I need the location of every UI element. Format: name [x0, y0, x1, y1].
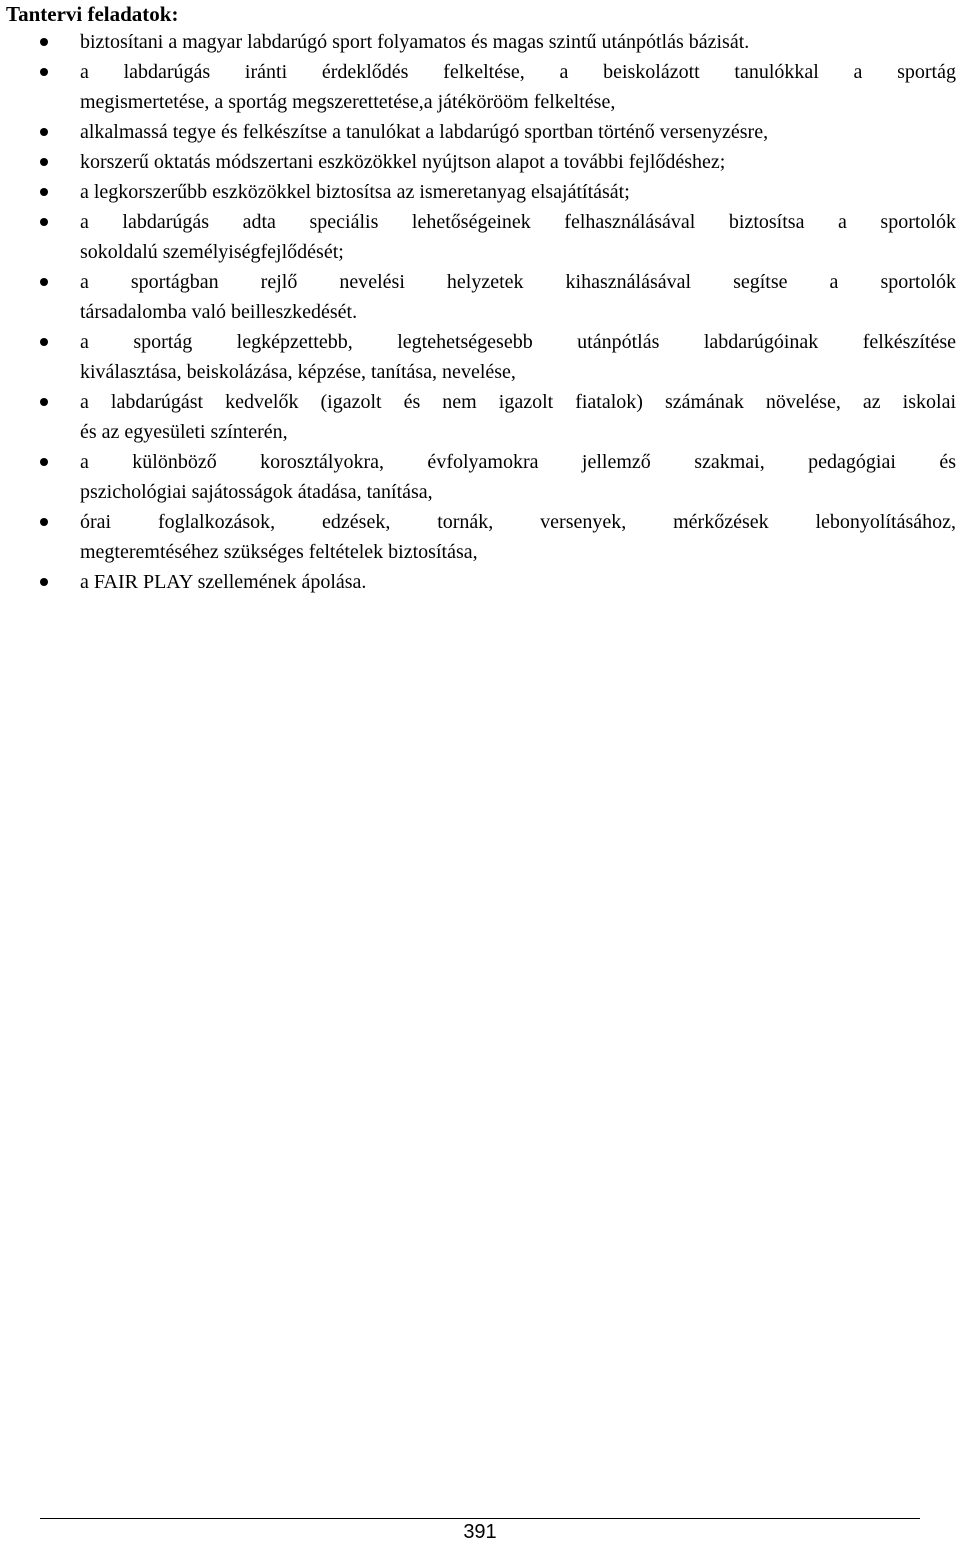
list-item-continuation: pszichológiai sajátosságok átadása, tanítása,	[80, 481, 433, 503]
list-item-text: a labdarúgás adta speciális lehetőségeinek felhasználásával biztosítsa a sportolók	[80, 211, 956, 233]
list-item-text: a labdarúgás iránti érdeklődés felkeltése, a beiskolázott tanulókkal a sportág	[80, 61, 956, 83]
bullet-icon	[40, 278, 48, 286]
list-item-text: alkalmassá tegye és felkészítse a tanulókat a labdarúgó sportban történő versenyzésre,	[80, 121, 769, 143]
bullet-icon	[40, 38, 48, 46]
list-item	[0, 447, 956, 507]
list-item	[0, 57, 956, 117]
list-item-text: a sportágban rejlő nevelési helyzetek kihasználásával segítse a sportolók	[80, 271, 956, 293]
list-item-text: a labdarúgást kedvelők (igazolt és nem igazolt fiatalok) számának növelése, az iskolai	[80, 391, 956, 413]
bullet-icon	[40, 578, 48, 586]
bullet-icon	[40, 458, 48, 466]
list-item	[0, 507, 956, 567]
list-item-continuation: megteremtéséhez szükséges feltételek biztosítása,	[80, 541, 478, 563]
page-title: Tantervi feladatok:	[6, 2, 179, 26]
list-item-continuation: és az egyesületi színterén,	[80, 421, 288, 443]
list-item	[0, 567, 956, 597]
bullet-icon	[40, 188, 48, 196]
list-item	[0, 327, 956, 387]
list-item	[0, 387, 956, 447]
page-number: 391	[463, 1521, 497, 1543]
bullet-icon	[40, 128, 48, 136]
list-item-text: a FAIR PLAY szellemének ápolása.	[80, 571, 367, 593]
bullet-icon	[40, 398, 48, 406]
list-item-text: korszerű oktatás módszertani eszközökkel nyújtson alapot a további fejlődéshez;	[80, 151, 726, 173]
list-item-continuation: társadalomba való beilleszkedését.	[80, 301, 358, 323]
bullet-icon	[40, 338, 48, 346]
list-item	[0, 27, 956, 57]
list-item	[0, 207, 956, 267]
list-item	[0, 117, 956, 147]
list-item-continuation: kiválasztása, beiskolázása, képzése, tanítása, nevelése,	[80, 361, 516, 383]
list-item-continuation: megismertetése, a sportág megszerettetése,a játékörööm felkeltése,	[80, 91, 616, 113]
bullet-icon	[40, 218, 48, 226]
bullet-icon	[40, 68, 48, 76]
list-item-continuation: sokoldalú személyiségfejlődését;	[80, 241, 344, 263]
task-list	[0, 27, 960, 597]
list-item-text: órai foglalkozások, edzések, tornák, versenyek, mérkőzések lebonyolításához,	[80, 511, 956, 533]
list-item-text: biztosítani a magyar labdarúgó sport folyamatos és magas szintű utánpótlás bázisát.	[80, 31, 750, 53]
list-item-text: a legkorszerűbb eszközökkel biztosítsa az ismeretanyag elsajátítását;	[80, 181, 630, 203]
list-item	[0, 267, 956, 327]
list-item	[0, 147, 956, 177]
list-item-text: a sportág legképzettebb, legtehetségesebb utánpótlás labdarúgóinak felkészítése	[80, 331, 956, 353]
list-item	[0, 177, 956, 207]
footer-divider	[40, 1518, 920, 1519]
bullet-icon	[40, 158, 48, 166]
bullet-icon	[40, 518, 48, 526]
list-item-text: a különböző korosztályokra, évfolyamokra jellemző szakmai, pedagógiai és	[80, 451, 956, 473]
